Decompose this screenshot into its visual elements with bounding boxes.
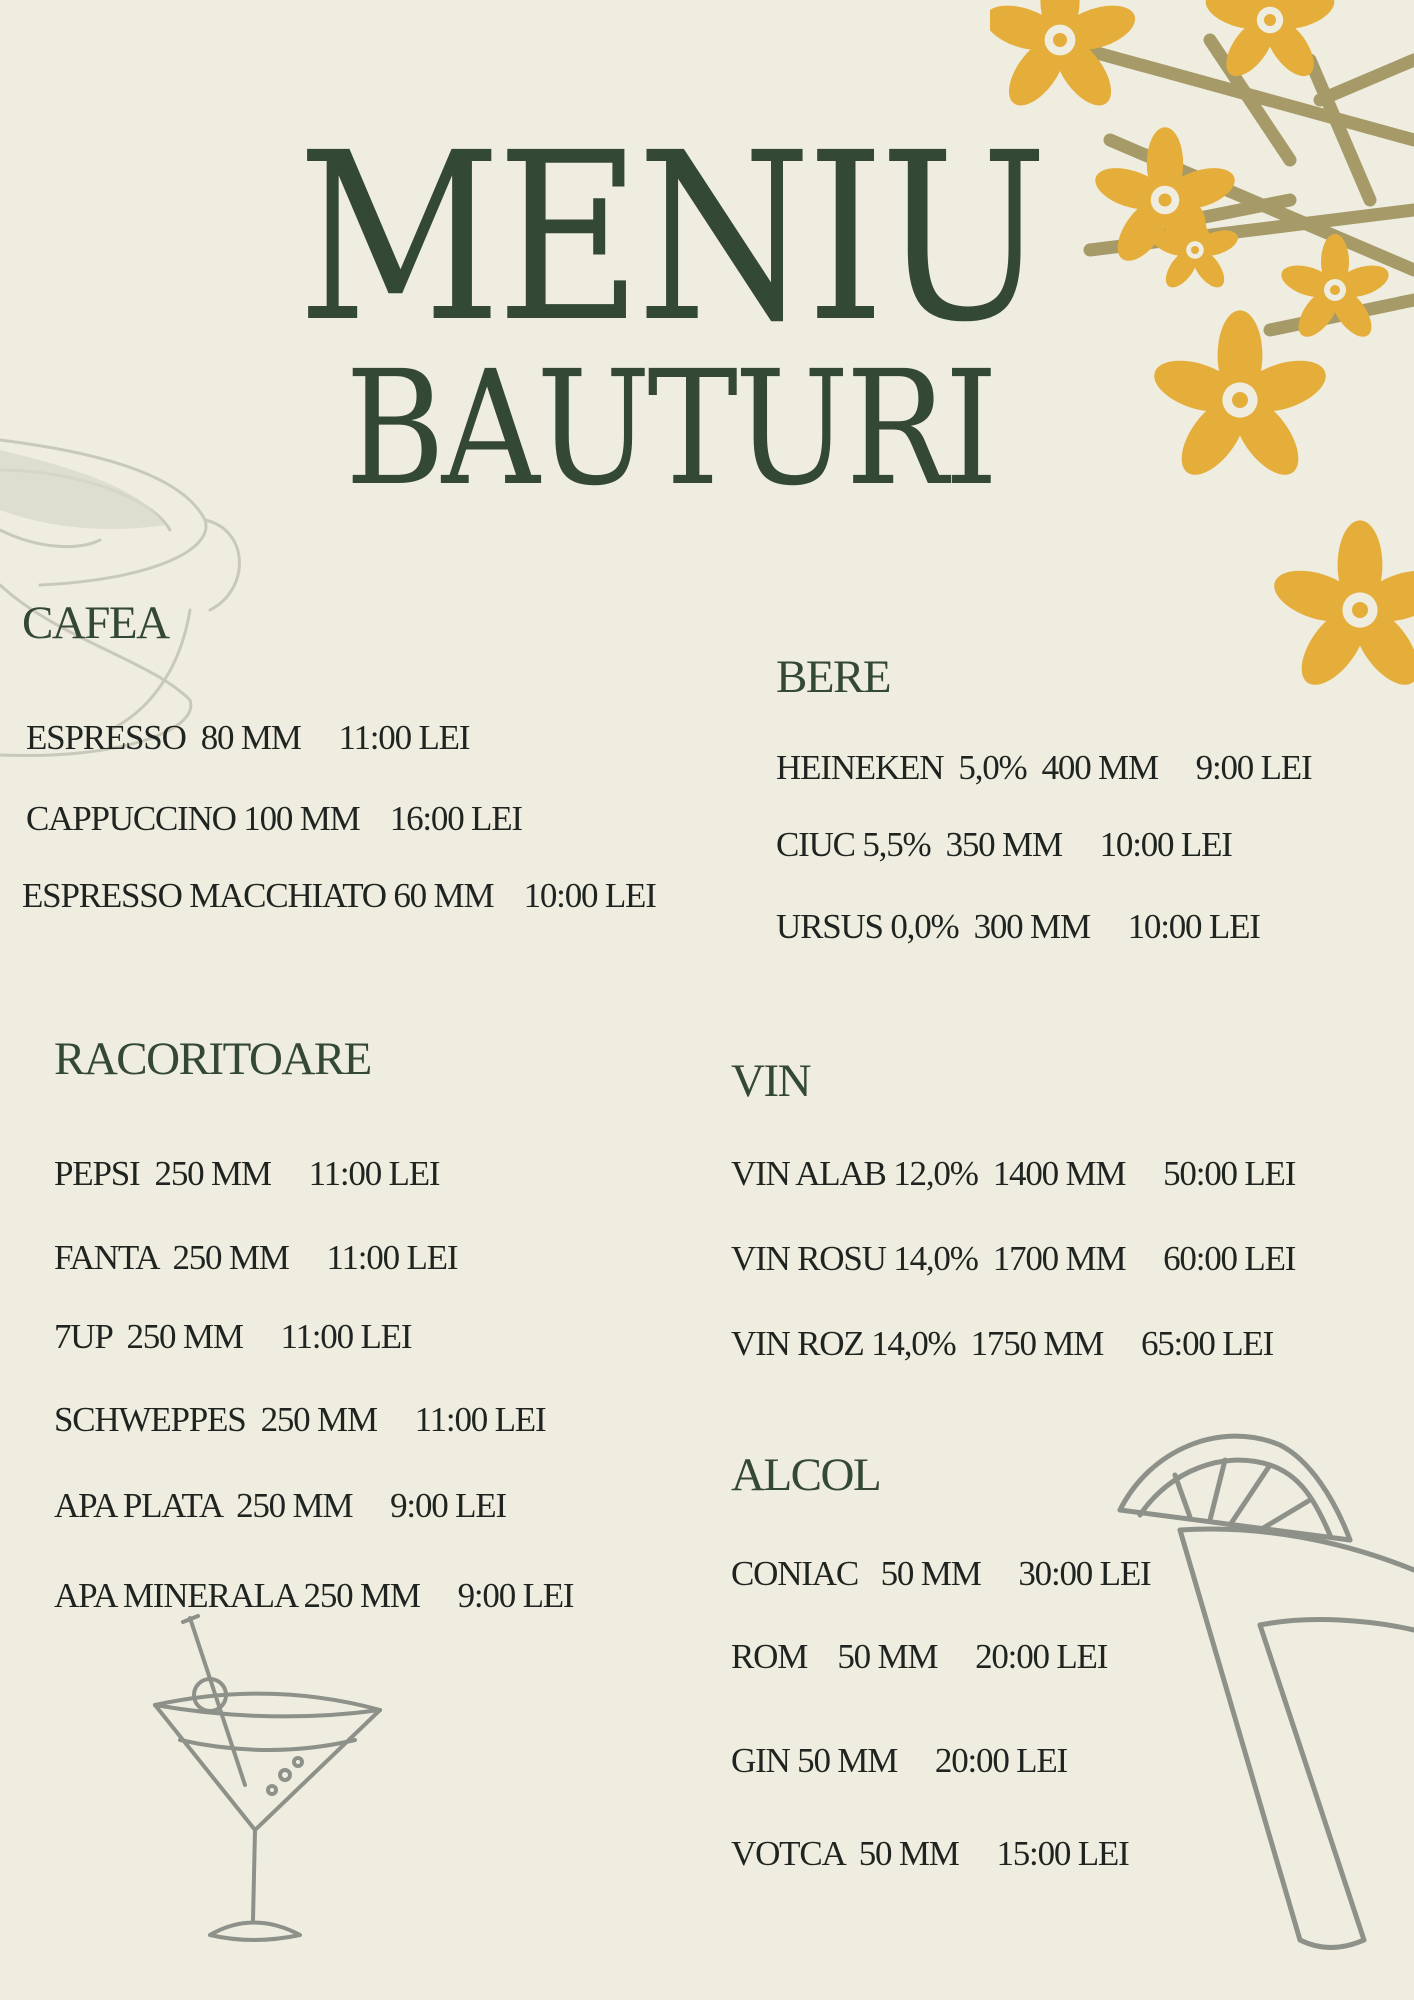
section-title-vin: VIN	[731, 1055, 811, 1107]
menu-item-coniac: CONIAC 50 MM 30:00 LEI	[731, 1554, 1151, 1593]
menu-item-pepsi: PEPSI 250 MM 11:00 LEI	[54, 1154, 440, 1193]
menu-item-vin-rosu: VIN ROSU 14,0% 1700 MM 60:00 LEI	[731, 1239, 1296, 1278]
menu-item-7up: 7UP 250 MM 11:00 LEI	[54, 1317, 412, 1356]
menu-item-apa-minerala: APA MINERALA 250 MM 9:00 LEI	[54, 1576, 574, 1615]
menu-item-apa-plata: APA PLATA 250 MM 9:00 LEI	[54, 1486, 506, 1525]
menu-title-line1: MENIU	[297, 103, 1043, 373]
menu-item-ursus: URSUS 0,0% 300 MM 10:00 LEI	[776, 907, 1260, 946]
menu-title-line2: BAUTURI	[345, 337, 995, 521]
menu-item-heineken: HEINEKEN 5,0% 400 MM 9:00 LEI	[776, 748, 1312, 787]
cocktail-glass-icon	[1110, 1420, 1414, 1960]
section-title-cafea: CAFEA	[22, 597, 169, 649]
section-title-alcol: ALCOL	[731, 1449, 881, 1501]
menu-item-votca: VOTCA 50 MM 15:00 LEI	[731, 1834, 1129, 1873]
menu-item-vin-alab: VIN ALAB 12,0% 1400 MM 50:00 LEI	[731, 1154, 1296, 1193]
section-title-racoritoare: RACORITOARE	[54, 1033, 371, 1085]
martini-glass-icon	[150, 1610, 390, 1950]
menu-item-ciuc: CIUC 5,5% 350 MM 10:00 LEI	[776, 825, 1232, 864]
menu-item-schweppes: SCHWEPPES 250 MM 11:00 LEI	[54, 1400, 546, 1439]
menu-item-cappuccino: CAPPUCCINO 100 MM 16:00 LEI	[26, 799, 522, 838]
menu-item-rom: ROM 50 MM 20:00 LEI	[731, 1637, 1108, 1676]
menu-item-fanta: FANTA 250 MM 11:00 LEI	[54, 1238, 458, 1277]
menu-item-gin: GIN 50 MM 20:00 LEI	[731, 1741, 1067, 1780]
menu-item-espresso-macchiato: ESPRESSO MACCHIATO 60 MM 10:00 LEI	[22, 876, 656, 915]
section-title-bere: BERE	[776, 651, 891, 703]
menu-item-vin-roz: VIN ROZ 14,0% 1750 MM 65:00 LEI	[731, 1324, 1274, 1363]
menu-item-espresso: ESPRESSO 80 MM 11:00 LEI	[26, 718, 470, 757]
